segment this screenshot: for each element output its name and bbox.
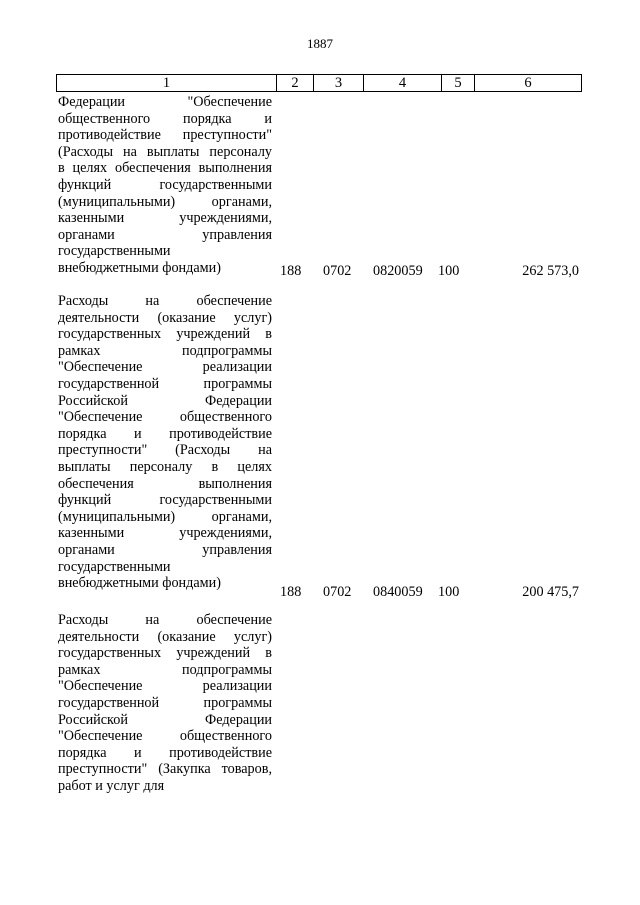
header-col-5: 5 (441, 75, 474, 91)
row-3-line: государственных учреждений в (58, 645, 272, 662)
table-header-row (56, 74, 582, 92)
row-3-line: деятельности (оказание услуг) (58, 628, 272, 645)
table-row-1-description (58, 94, 272, 277)
row-2-line: органами управления (58, 541, 272, 558)
row-2-vr: 100 (438, 584, 460, 600)
row-1-line: общественного порядка и (58, 110, 272, 127)
row-1-line: (муниципальными) органами, (58, 193, 272, 210)
table-row-3-description (58, 612, 272, 795)
row-2-line: "Обеспечение общественного (58, 409, 272, 426)
row-3-line: работ и услуг для (58, 777, 165, 794)
row-2-line: порядка и противодействие (58, 425, 272, 442)
row-3-line: преступности" (Закупка товаров, (58, 761, 272, 778)
row-1-line: в целях обеспечения выполнения (58, 160, 272, 177)
page-number: 1887 (307, 36, 333, 51)
row-2-line: функций государственными (58, 492, 272, 509)
row-2-line: обеспечения выполнения (58, 475, 272, 492)
header-col-6: 6 (474, 75, 581, 91)
row-1-rzpr: 0702 (323, 263, 352, 279)
row-1-csr: 0820059 (373, 263, 423, 279)
row-2-line: выплаты персоналу в целях (58, 458, 272, 475)
row-2-csr: 0840059 (373, 584, 423, 600)
row-1-sum: 262 573,0 (522, 263, 579, 279)
header-col-4: 4 (363, 75, 441, 91)
row-2-line: Российской Федерации (58, 392, 272, 409)
row-3-line: рамках подпрограммы (58, 661, 272, 678)
row-2-line: (муниципальными) органами, (58, 508, 272, 525)
row-2-line: государственных учреждений в (58, 326, 272, 343)
row-1-line: государственными (58, 243, 171, 260)
header-col-3: 3 (313, 75, 363, 91)
row-1-line: противодействие преступности" (58, 127, 272, 144)
row-2-line: казенными учреждениями, (58, 525, 272, 542)
table-row-2-description (58, 293, 272, 592)
row-1-line: функций государственными (58, 176, 272, 193)
row-1-line: (Расходы на выплаты персоналу (58, 143, 272, 160)
row-2-line: внебюджетными фондами) (58, 575, 221, 592)
row-3-line: порядка и противодействие (58, 744, 272, 761)
row-2-line: преступности" (Расходы на (58, 442, 272, 459)
row-1-vr: 100 (438, 263, 460, 279)
row-2-rzpr: 0702 (323, 584, 352, 600)
row-1-line: Федерации "Обеспечение (58, 94, 272, 110)
row-2-line: рамках подпрограммы (58, 342, 272, 359)
header-col-1: 1 (162, 75, 171, 91)
row-2-sum: 200 475,7 (522, 584, 579, 600)
row-2-line: государственными (58, 558, 171, 575)
row-3-line: государственной программы (58, 694, 272, 711)
row-3-line: Российской Федерации (58, 711, 272, 728)
row-1-line: казенными учреждениями, (58, 210, 272, 227)
row-1-ved: 188 (280, 263, 302, 279)
row-3-line: Расходы на обеспечение (58, 612, 272, 628)
row-2-line: деятельности (оказание услуг) (58, 309, 272, 326)
header-col-2: 2 (276, 75, 313, 91)
row-2-line: "Обеспечение реализации (58, 359, 272, 376)
row-2-ved: 188 (280, 584, 302, 600)
row-1-line: органами управления (58, 226, 272, 243)
row-3-line: "Обеспечение общественного (58, 728, 272, 745)
row-1-line: внебюджетными фондами) (58, 259, 221, 276)
row-2-line: государственной программы (58, 375, 272, 392)
row-3-line: "Обеспечение реализации (58, 678, 272, 695)
row-2-line: Расходы на обеспечение (58, 293, 272, 309)
